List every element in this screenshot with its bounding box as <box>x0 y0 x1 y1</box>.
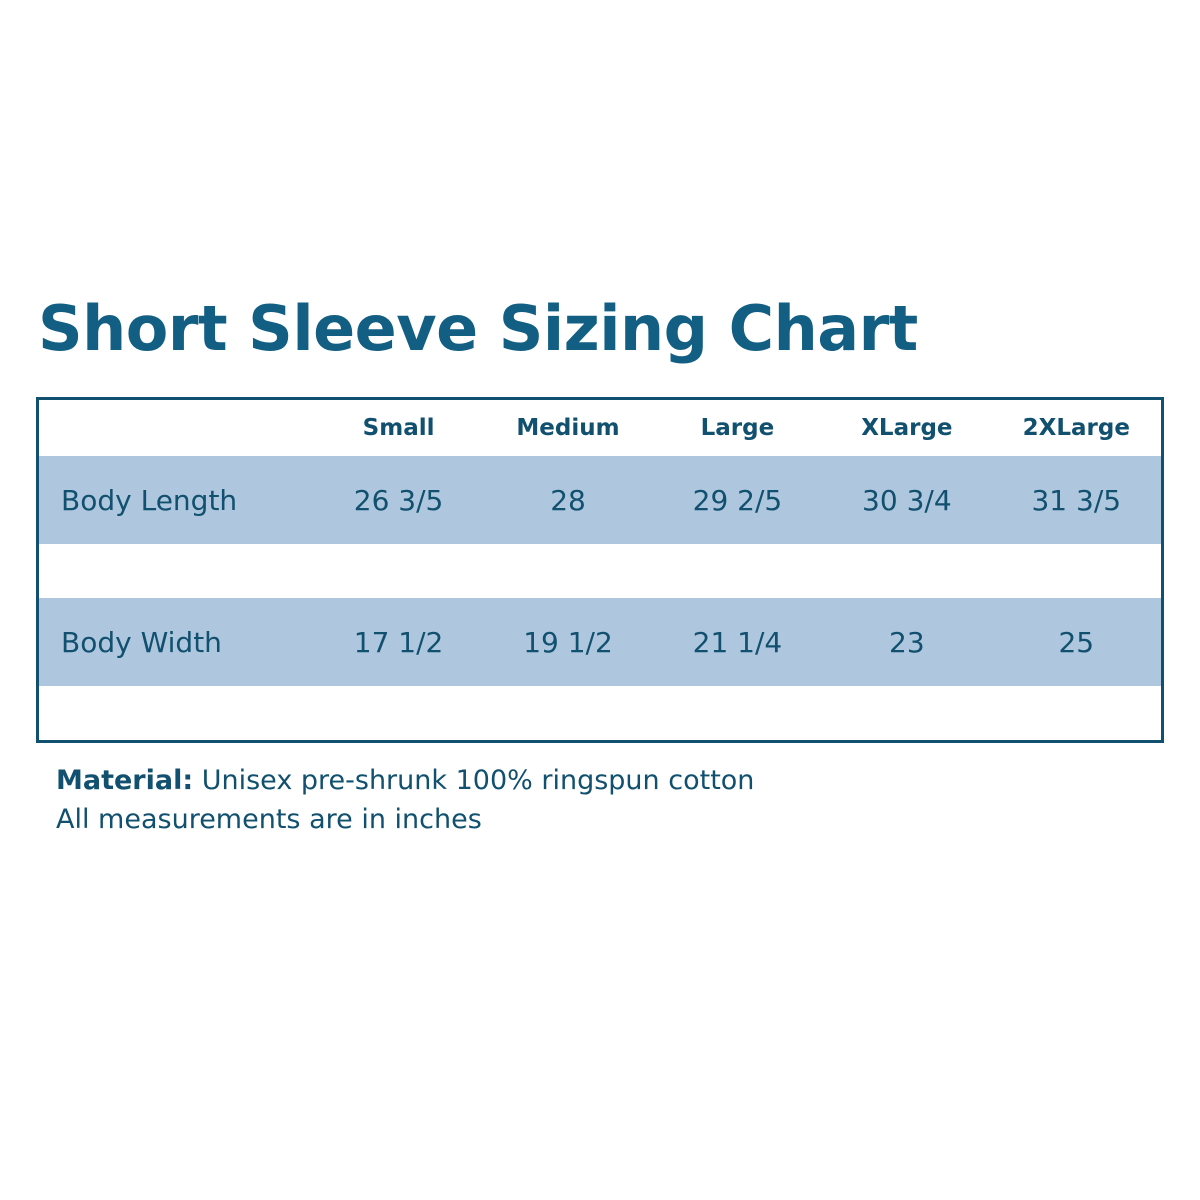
column-header-2xlarge: 2XLarge <box>992 400 1161 456</box>
spacer-cell <box>653 544 822 598</box>
column-header-medium: Medium <box>483 400 652 456</box>
cell-body-width-large: 21 1/4 <box>653 598 822 686</box>
table-spacer-row <box>39 686 1161 740</box>
column-header-large: Large <box>653 400 822 456</box>
column-header-small: Small <box>314 400 483 456</box>
table-row <box>39 598 1161 686</box>
chart-notes <box>56 761 1164 839</box>
size-table-container <box>36 397 1164 743</box>
material-note <box>56 761 1164 800</box>
row-label-body-width: Body Width <box>39 598 314 686</box>
cell-body-length-medium: 28 <box>483 456 652 544</box>
table-spacer-row <box>39 544 1161 598</box>
spacer-cell <box>653 686 822 740</box>
material-label: Material: <box>56 765 194 797</box>
cell-body-width-medium: 19 1/2 <box>483 598 652 686</box>
cell-body-length-xlarge: 30 3/4 <box>822 456 991 544</box>
spacer-cell <box>483 686 652 740</box>
sizing-chart <box>36 292 1164 839</box>
spacer-cell <box>314 686 483 740</box>
cell-body-width-2xlarge: 25 <box>992 598 1161 686</box>
spacer-cell <box>39 544 314 598</box>
column-header-xlarge: XLarge <box>822 400 991 456</box>
spacer-cell <box>39 686 314 740</box>
table-header-row <box>39 400 1161 456</box>
cell-body-length-2xlarge: 31 3/5 <box>992 456 1161 544</box>
cell-body-width-xlarge: 23 <box>822 598 991 686</box>
spacer-cell <box>822 544 991 598</box>
size-table <box>39 400 1161 740</box>
spacer-cell <box>992 544 1161 598</box>
spacer-cell <box>992 686 1161 740</box>
table-row <box>39 456 1161 544</box>
spacer-cell <box>483 544 652 598</box>
spacer-cell <box>822 686 991 740</box>
material-value: Unisex pre-shrunk 100% ringspun cotton <box>193 765 755 797</box>
cell-body-length-large: 29 2/5 <box>653 456 822 544</box>
spacer-cell <box>314 544 483 598</box>
measurement-note: All measurements are in inches <box>56 804 482 836</box>
cell-body-width-small: 17 1/2 <box>314 598 483 686</box>
cell-body-length-small: 26 3/5 <box>314 456 483 544</box>
column-header-blank <box>39 400 314 456</box>
page-title: Short Sleeve Sizing Chart <box>38 292 918 365</box>
row-label-body-length: Body Length <box>39 456 314 544</box>
